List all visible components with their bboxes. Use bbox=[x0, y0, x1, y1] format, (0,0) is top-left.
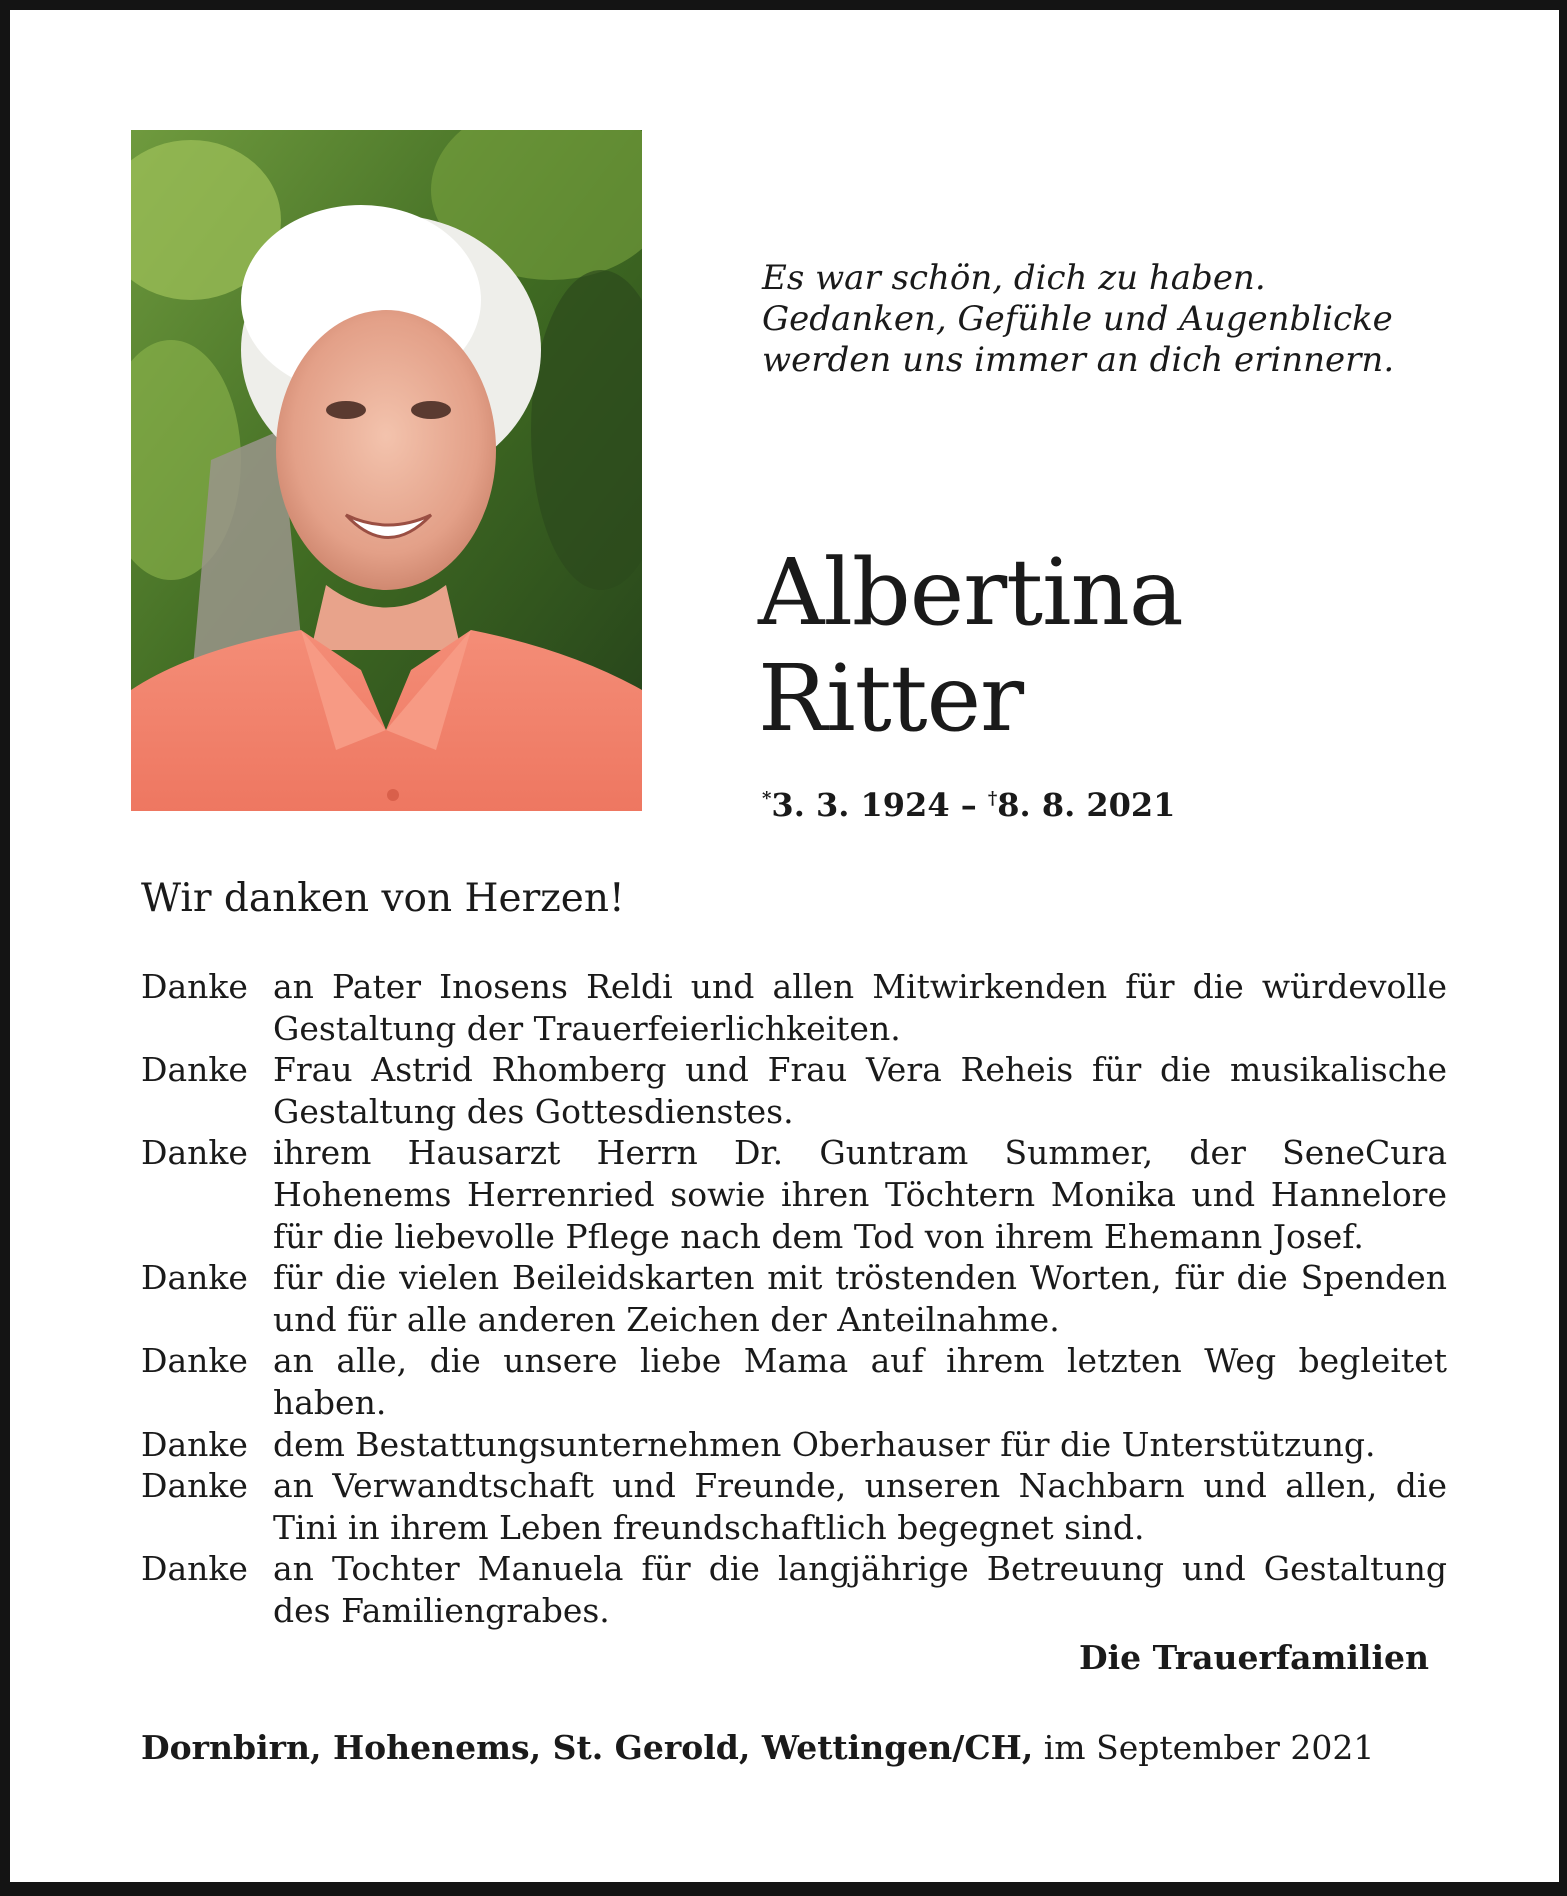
thanks-word: Danke bbox=[141, 1050, 248, 1090]
thanks-list bbox=[141, 966, 1447, 1632]
thanks-item bbox=[141, 1049, 1447, 1132]
thanks-word: Danke bbox=[141, 1341, 248, 1381]
thanks-text: an Tochter Manuela für die langjährige Betreuung und Gestaltung des Familiengrabes. bbox=[273, 1549, 1447, 1630]
quote-line: Gedanken, Gefühle und Augenblicke bbox=[762, 299, 1393, 339]
birth-date: 3. 3. 1924 bbox=[771, 786, 950, 824]
thanks-word: Danke bbox=[141, 1466, 248, 1506]
thanks-item bbox=[141, 1424, 1447, 1466]
place-cities: Dornbirn, Hohenems, St. Gerold, Wettingen/CH, bbox=[141, 1728, 1034, 1767]
thanks-item bbox=[141, 1548, 1447, 1631]
thanks-word: Danke bbox=[141, 967, 248, 1006]
portrait-photo bbox=[131, 130, 642, 811]
birth-symbol: * bbox=[762, 788, 772, 809]
last-name: Ritter bbox=[758, 645, 1024, 752]
first-name: Albertina bbox=[758, 539, 1183, 646]
thanks-word: Danke bbox=[141, 1549, 248, 1589]
thanks-item bbox=[141, 1465, 1447, 1548]
notice-date: im September 2021 bbox=[1033, 1728, 1375, 1767]
thanks-text: an alle, die unsere liebe Mama auf ihrem letzten Weg begleitet haben. bbox=[273, 1341, 1447, 1422]
thanks-word: Danke bbox=[141, 1133, 248, 1173]
quote bbox=[762, 258, 1462, 381]
thanks-text: dem Bestattungsunternehmen Oberhauser für die Unterstützung. bbox=[273, 1424, 1376, 1464]
thanks-word: Danke bbox=[141, 1424, 248, 1464]
quote-line: Es war schön, dich zu haben. bbox=[762, 258, 1266, 298]
deceased-name bbox=[758, 540, 1183, 752]
thanks-item bbox=[141, 1340, 1447, 1423]
thanks-text: an Pater Inosens Reldi und allen Mitwirkenden für die würdevolle Gestaltung der Trauerfeierlichkeiten. bbox=[273, 967, 1447, 1048]
thanks-item bbox=[141, 966, 1447, 1049]
death-symbol: † bbox=[987, 788, 998, 809]
thanks-item bbox=[141, 1257, 1447, 1340]
death-date: 8. 8. 2021 bbox=[997, 786, 1176, 824]
date-separator: – bbox=[949, 786, 988, 824]
quote-line: werden uns immer an dich erinnern. bbox=[762, 340, 1395, 380]
thanks-heading: Wir danken von Herzen! bbox=[141, 876, 625, 921]
thanks-text: Frau Astrid Rhomberg und Frau Vera Reheis für die musikalische Gestaltung des Gottesdienstes. bbox=[273, 1050, 1447, 1131]
place-date bbox=[141, 1728, 1374, 1767]
thanks-word: Danke bbox=[141, 1258, 248, 1298]
signature: Die Trauerfamilien bbox=[1078, 1638, 1429, 1677]
thanks-item bbox=[141, 1132, 1447, 1257]
thanks-text: ihrem Hausarzt Herrn Dr. Guntram Summer, der SeneCura Hohenems Herrenried sowie ihren Töchtern Monika und Hannelore für die liebevolle Pflege nach dem Tod von ihrem Ehemann Josef. bbox=[273, 1133, 1447, 1256]
thanks-text: an Verwandtschaft und Freunde, unseren Nachbarn und allen, die Tini in ihrem Leben freundschaftlich begegnet sind. bbox=[273, 1466, 1447, 1547]
life-dates bbox=[762, 786, 1175, 824]
thanks-text: für die vielen Beileidskarten mit tröstenden Worten, für die Spenden und für alle anderen Zeichen der Anteilnahme. bbox=[273, 1258, 1447, 1339]
